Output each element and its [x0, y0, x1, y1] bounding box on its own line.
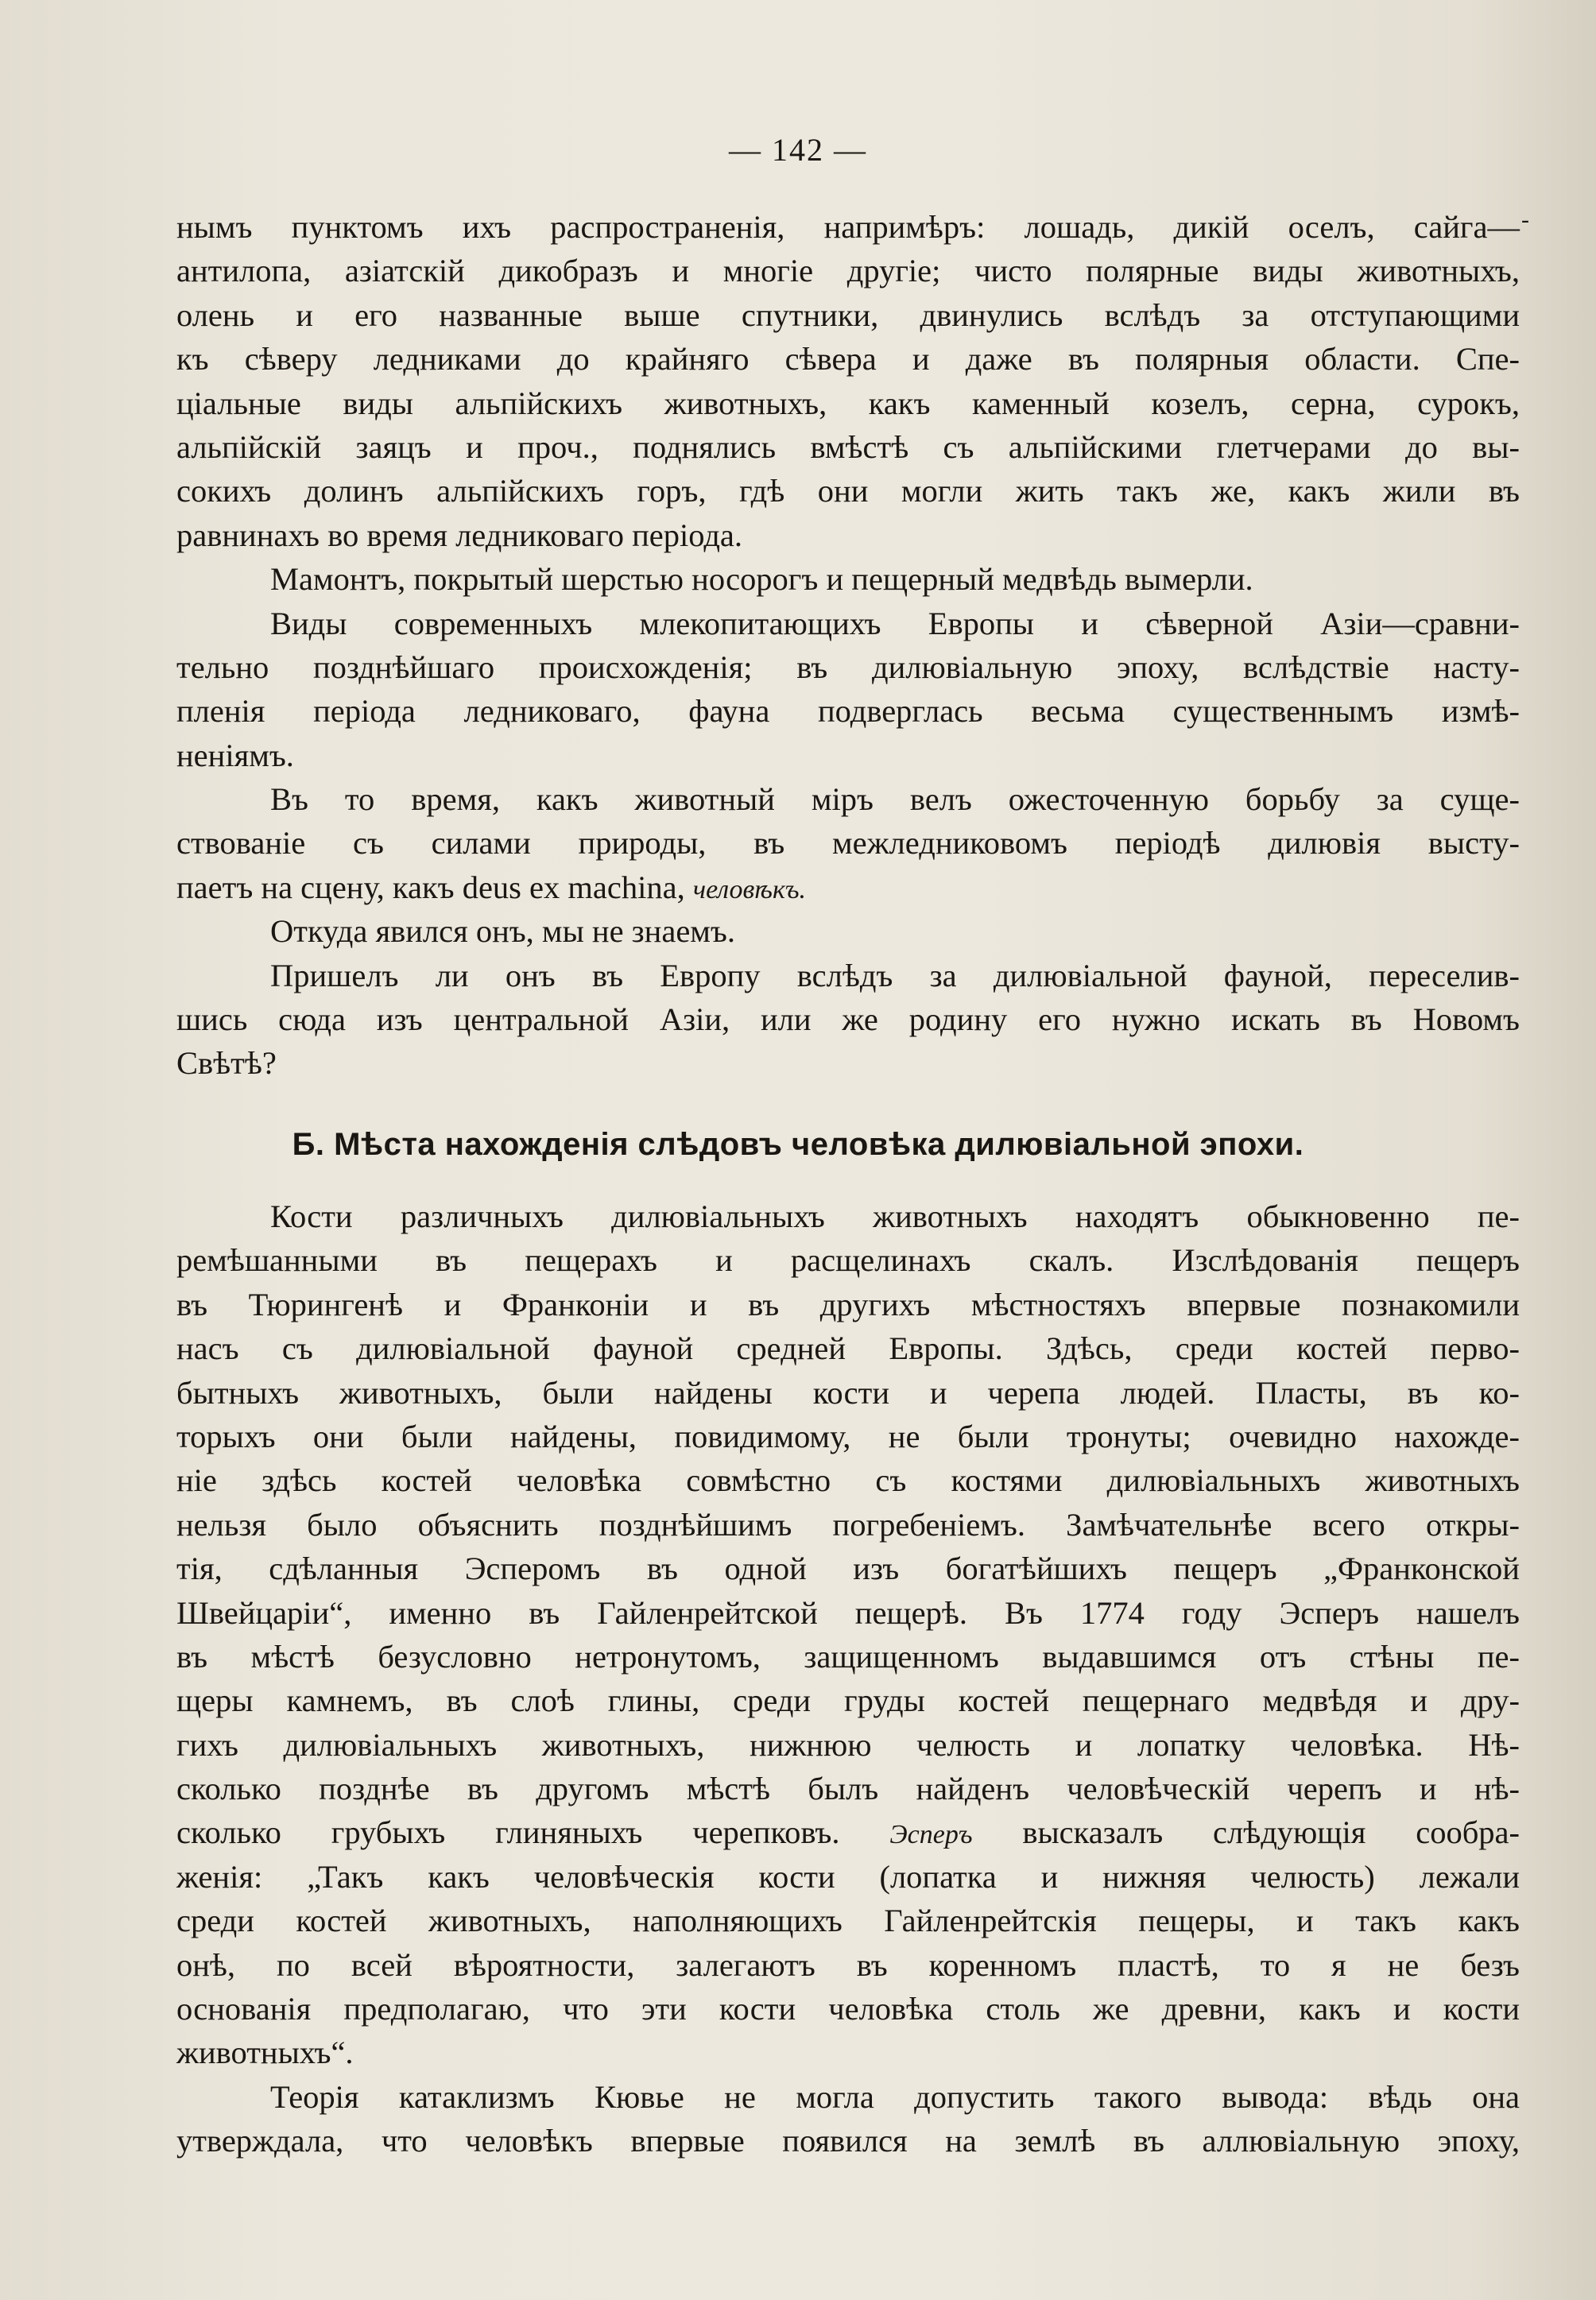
text-line: Свѣтѣ?: [176, 1045, 277, 1082]
text-line: женія: „Такъ какъ человѣческія кости (лопатка и нижняя челюсть) лежали: [176, 1858, 1520, 1895]
text-line: Пришелъ ли онъ въ Европу вслѣдъ за дилювіальной фауной, переселив-: [270, 957, 1520, 993]
text-line: среди костей животныхъ, наполняющихъ Гайленрейтскія пещеры, и такъ какъ: [176, 1903, 1520, 1939]
text-line: въ Тюрингенѣ и Франконіи и въ другихъ мѣстностяхъ впервые познакомили: [176, 1286, 1520, 1322]
text-line: Откуда явился онъ, мы не знаемъ.: [270, 913, 735, 950]
text-line: онѣ, по всей вѣроятности, залегаютъ въ коренномъ пластѣ, то я не безъ: [176, 1946, 1520, 1983]
text-line: къ сѣверу ледниками до крайняго сѣвера и даже въ полярныя области. Спе-: [176, 341, 1520, 378]
margin-mark: -: [1521, 207, 1529, 233]
text-line: щеры камнемъ, въ слоѣ глины, среди груды костей пещернаго медвѣдя и дру-: [176, 1682, 1520, 1719]
text-line: насъ съ дилювіальной фауной средней Европы. Здѣсь, среди костей перво-: [176, 1330, 1520, 1367]
text-block-main: [176, 1195, 1520, 2163]
section-heading: Б. Мѣста нахожденія слѣдовъ человѣка дилювіальной эпохи.: [292, 1127, 1304, 1162]
text-line: сокихъ долинъ альпійскихъ горъ, гдѣ они могли жить такъ же, какъ жили въ: [176, 473, 1520, 509]
text-line-segment: сколько грубыхъ глиняныхъ черепковъ.: [176, 1814, 840, 1851]
text-line: утверждала, что человѣкъ впервые появился на землѣ въ аллювіальную эпоху,: [176, 2123, 1520, 2159]
text-line: равнинахъ во время ледниковаго періода.: [176, 517, 743, 553]
text-line: тельно позднѣйшаго происхожденія; въ дилювіальную эпоху, вслѣдствіе насту-: [176, 649, 1520, 685]
italic-word: Эсперъ: [889, 1820, 973, 1850]
text-line: [176, 1810, 1520, 1854]
italic-word: человѣкъ.: [692, 874, 807, 904]
text-line: олень и его названные выше спутники, двинулись вслѣдъ за отступающими: [176, 296, 1520, 333]
text-line-segment: паетъ на сцену, какъ deus ex machina,: [176, 869, 685, 905]
text-line: альпійскій заяцъ и проч., поднялись вмѣстѣ съ альпійскими глетчерами до вы-: [176, 428, 1520, 465]
text-line: торыхъ они были найдены, повидимому, не были тронуты; очевидно нахожде-: [176, 1418, 1520, 1454]
text-line: сколько позднѣе въ другомъ мѣстѣ былъ найденъ человѣческій черепъ и нѣ-: [176, 1771, 1520, 1807]
text-line: гихъ дилювіальныхъ животныхъ, нижнюю челюсть и лопатку человѣка. Нѣ-: [176, 1726, 1520, 1763]
text-line: Мамонтъ, покрытый шерстью носорогъ и пещерный медвѣдь вымерли.: [270, 561, 1253, 598]
text-line: ціальные виды альпійскихъ животныхъ, какъ каменный козелъ, серна, сурокъ,: [176, 385, 1520, 421]
text-line: тія, сдѣланныя Эсперомъ въ одной изъ богатѣйшихъ пещеръ „Франконской: [176, 1551, 1520, 1587]
text-line-segment: высказалъ слѣдующія сообра-: [1022, 1814, 1520, 1851]
text-line: ніе здѣсь костей человѣка совмѣстно съ костями дилювіальныхъ животныхъ: [176, 1462, 1520, 1499]
text-line: пленія періода ледниковаго, фауна подверглась весьма существеннымъ измѣ-: [176, 693, 1520, 730]
text-line: неніямъ.: [176, 737, 294, 773]
text-line: ремѣшанными въ пещерахъ и расщелинахъ скалъ. Изслѣдованія пещеръ: [176, 1242, 1520, 1279]
text-line: антилопа, азіатскій дикобразъ и многіе другіе; чисто полярные виды животныхъ,: [176, 253, 1520, 289]
text-line: Въ то время, какъ животный міръ велъ ожесточенную борьбу за суще-: [270, 781, 1520, 818]
text-block-intro: [176, 205, 1520, 1086]
text-line: Кости различныхъ дилювіальныхъ животныхъ находятъ обыкновенно пе-: [270, 1198, 1520, 1234]
text-line: шись сюда изъ центральной Азіи, или же родину его нужно искать въ Новомъ: [176, 1001, 1520, 1038]
text-line: бытныхъ животныхъ, были найдены кости и черепа людей. Пласты, въ ко-: [176, 1374, 1520, 1411]
text-line: нымъ пунктомъ ихъ распространенія, напримѣръ: лошадь, дикій оселъ, сайга—: [176, 209, 1520, 245]
text-line: основанія предполагаю, что эти кости человѣка столь же древни, какъ и кости: [176, 1991, 1520, 2027]
text-line: [176, 865, 1520, 909]
text-line: Теорія катаклизмъ Кювье не могла допустить такого вывода: вѣдь она: [270, 2078, 1520, 2115]
text-line: ствованіе съ силами природы, въ межледниковомъ періодѣ дилювія высту-: [176, 825, 1520, 862]
text-line: Швейцаріи“, именно въ Гайленрейтской пещерѣ. Въ 1774 году Эсперъ нашелъ: [176, 1594, 1520, 1631]
text-line: животныхъ“.: [176, 2035, 354, 2071]
text-line: въ мѣстѣ безусловно нетронутомъ, защищенномъ выдавшимся отъ стѣны пе-: [176, 1638, 1520, 1675]
text-line: нельзя было объяснить позднѣйшимъ погребеніемъ. Замѣчательнѣе всего откры-: [176, 1506, 1520, 1543]
page-number: — 142 —: [729, 132, 867, 168]
text-line: Виды современныхъ млекопитающихъ Европы и сѣверной Азіи—сравни-: [270, 605, 1520, 641]
